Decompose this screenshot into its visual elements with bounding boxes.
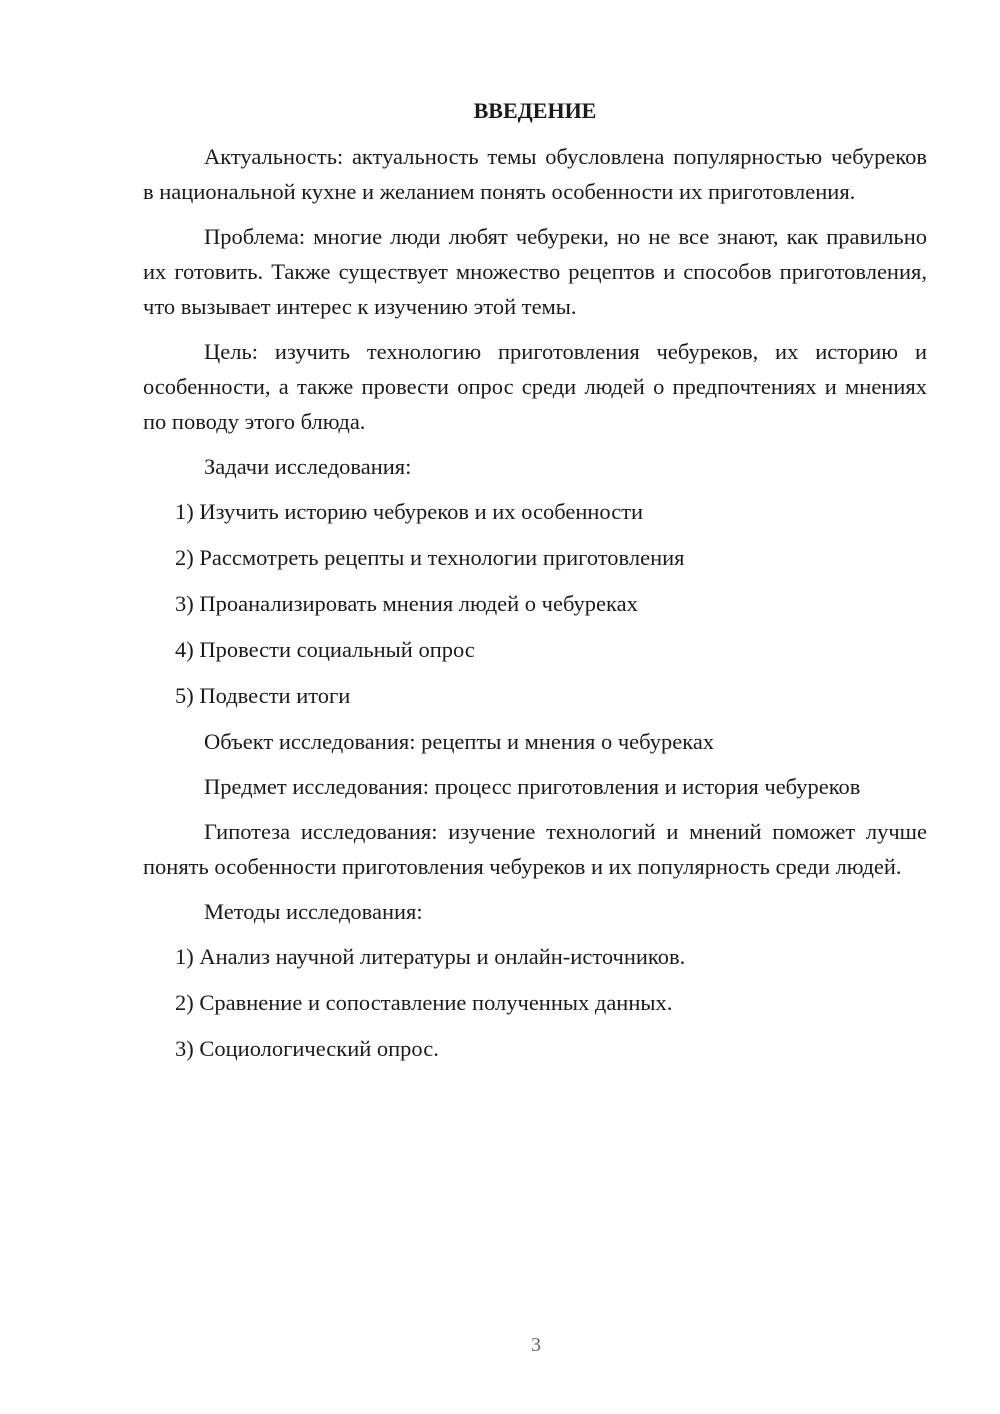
subject-paragraph: Предмет исследования: процесс приготовления и история чебуреков	[204, 774, 861, 799]
task-item: 5) Подвести итоги	[175, 683, 351, 708]
task-item: 1) Изучить историю чебуреков и их особенности	[175, 499, 644, 524]
relevance-paragraph: Актуальность: актуальность темы обусловлена популярностью чебуреков в национальной кухне и желанием понять особенности их приготовления.	[143, 144, 927, 204]
method-item: 1) Анализ научной литературы и онлайн-источников.	[175, 944, 686, 969]
tasks-heading: Задачи исследования:	[204, 454, 412, 479]
methods-heading: Методы исследования:	[204, 899, 423, 924]
task-item: 3) Проанализировать мнения людей о чебуреках	[175, 591, 638, 616]
page-number: 3	[531, 1334, 541, 1356]
method-item: 3) Социологический опрос.	[175, 1036, 439, 1061]
hypothesis-paragraph: Гипотеза исследования: изучение технологий и мнений поможет лучше понять особенности приготовления чебуреков и их популярность среди людей.	[143, 819, 927, 879]
task-item: 4) Провести социальный опрос	[175, 637, 475, 662]
goal-paragraph: Цель: изучить технологию приготовления чебуреков, их историю и особенности, а также провести опрос среди людей о предпочтениях и мнениях по поводу этого блюда.	[143, 339, 927, 434]
page-content	[143, 96, 927, 1077]
object-paragraph: Объект исследования: рецепты и мнения о чебуреках	[204, 729, 715, 754]
problem-paragraph: Проблема: многие люди любят чебуреки, но не все знают, как правильно их готовить. Также существует множество рецептов и способов приготовления, что вызывает интерес к изучению этой темы.	[143, 224, 927, 319]
method-item: 2) Сравнение и сопоставление полученных данных.	[175, 990, 673, 1015]
section-title: ВВЕДЕНИЕ	[473, 98, 597, 123]
task-item: 2) Рассмотреть рецепты и технологии приготовления	[175, 545, 685, 570]
